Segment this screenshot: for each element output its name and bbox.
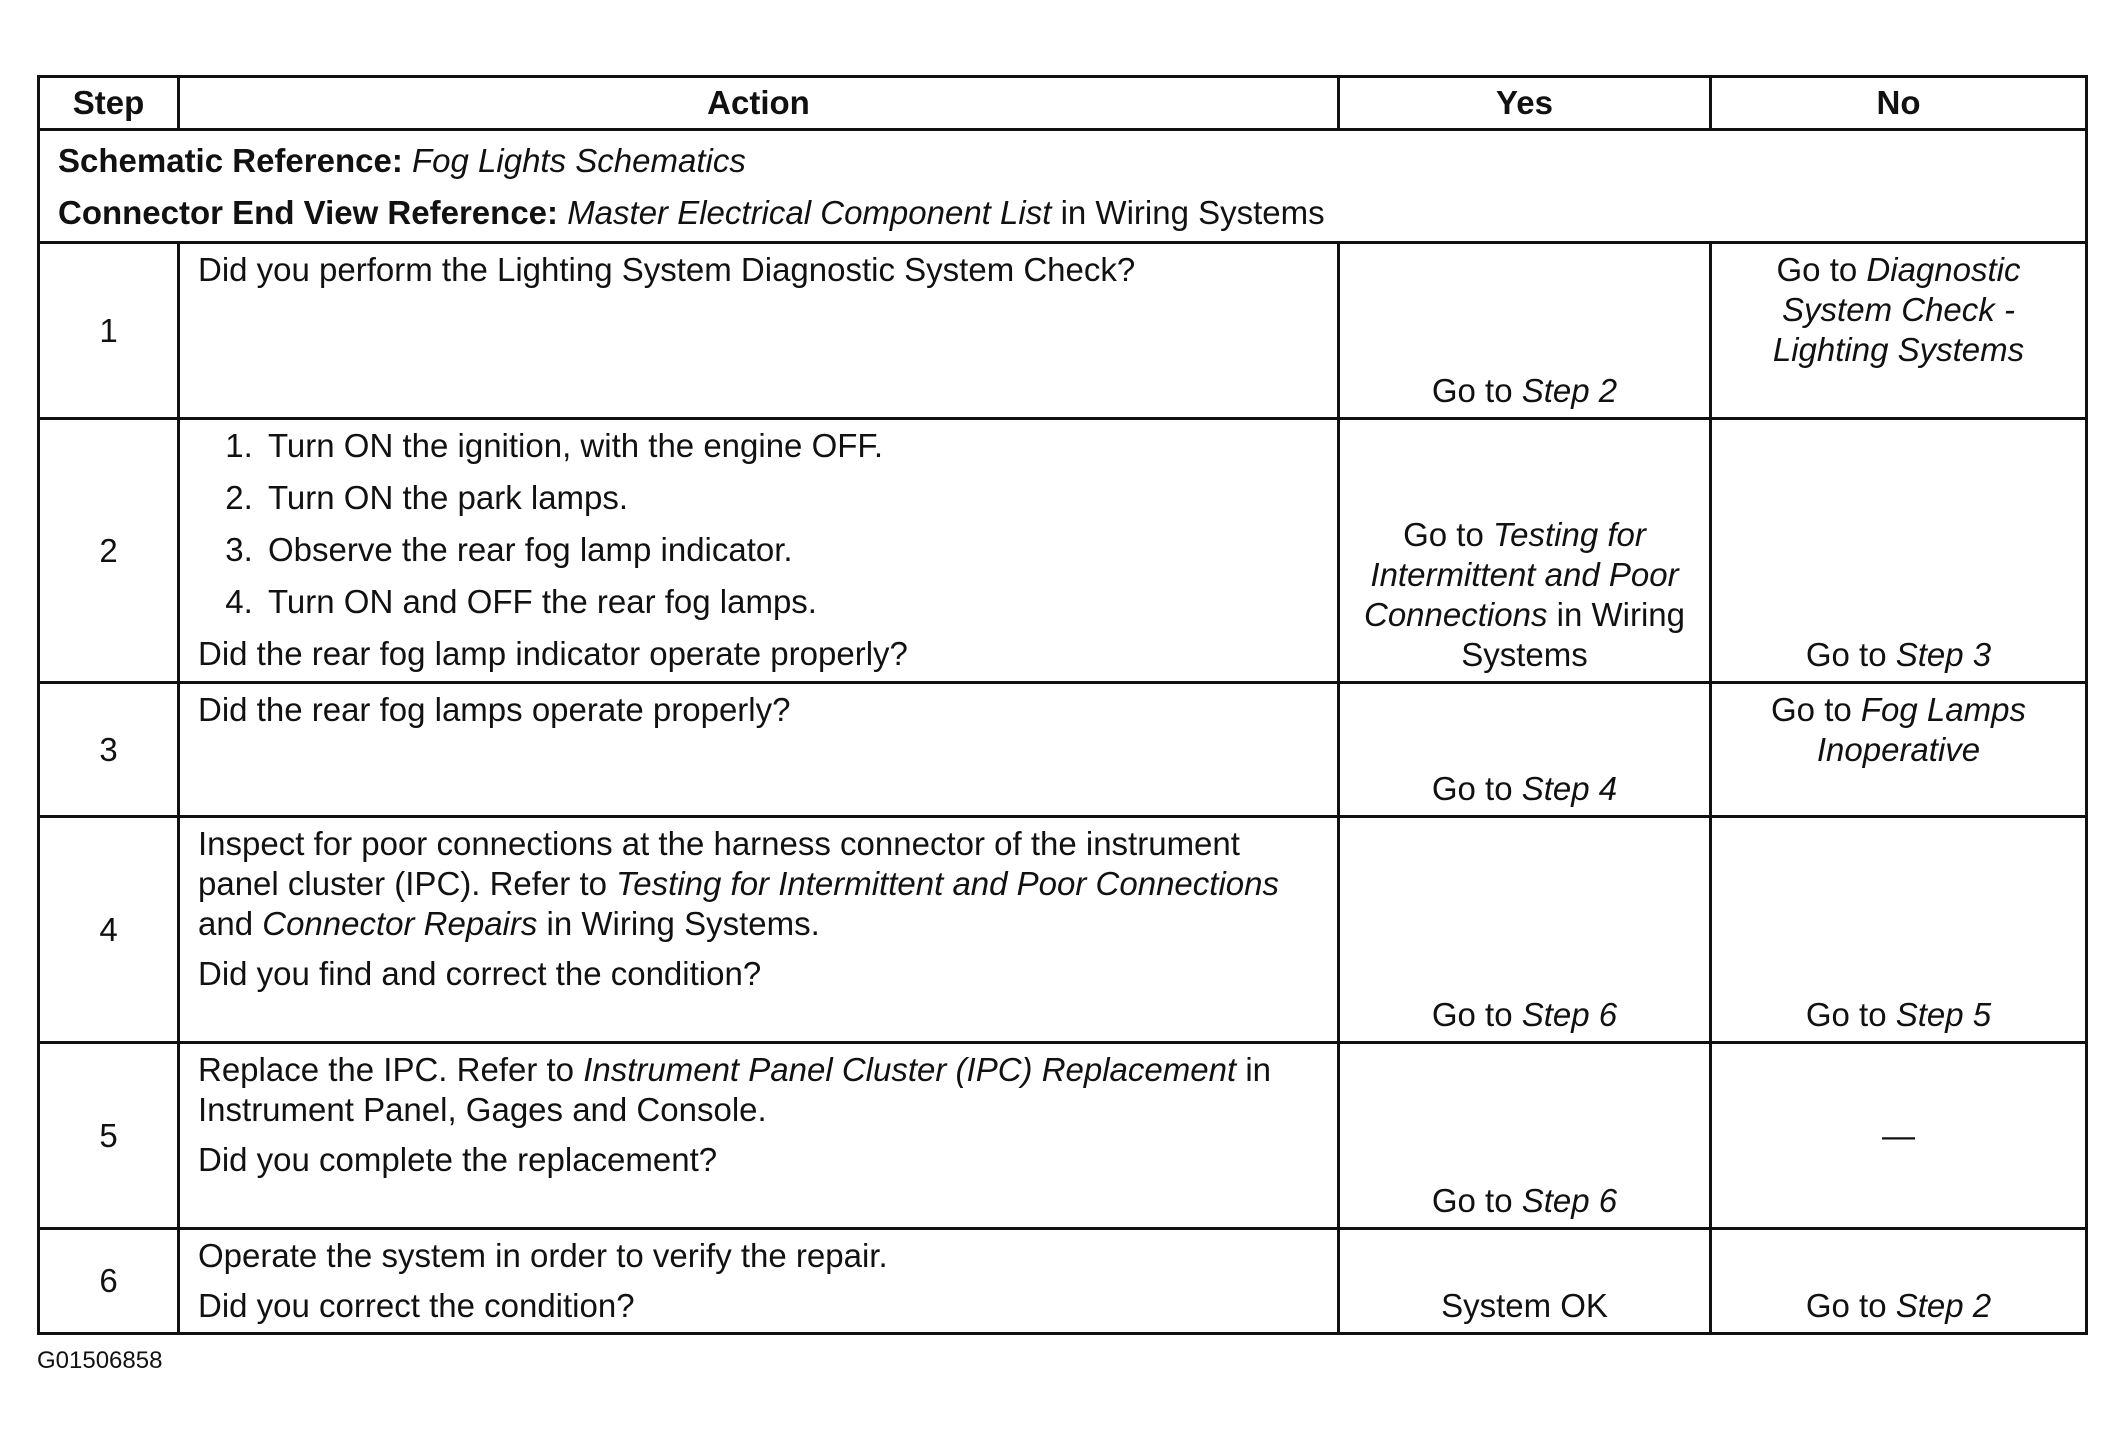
no-dash: — [1882, 1116, 1915, 1154]
step-question: Did you correct the condition? [198, 1287, 635, 1324]
step-number: 1 [39, 243, 179, 419]
header-action: Action [179, 77, 1339, 130]
instruction-text: and [198, 905, 254, 942]
yes-cell [1339, 243, 1711, 419]
no-prefix: Go to [1805, 636, 1887, 673]
instruction-text: Inspect for poor connections at the harness connector of the instrument panel cluster (IPC). Refer to [198, 825, 1240, 902]
substep-item: 3. Observe the rear fog lamp indicator. [262, 530, 1319, 570]
step-question: Did you perform the Lighting System Diagnostic System Check? [198, 251, 1136, 288]
schematic-reference-label: Schematic Reference: [58, 142, 403, 179]
instruction-text: in Wiring Systems. [546, 905, 820, 942]
table-row [39, 683, 2087, 817]
figure-id: G01506858 [37, 1347, 163, 1374]
instruction-link[interactable]: Connector Repairs [262, 905, 538, 942]
no-link[interactable]: Diagnostic System Check - Lighting Systems [1772, 251, 2025, 368]
no-cell [1711, 243, 2087, 419]
header-no: No [1711, 77, 2087, 130]
table-row [39, 1043, 2087, 1229]
schematic-reference [58, 135, 2067, 187]
action-cell [179, 243, 1339, 419]
yes-cell [1339, 1043, 1711, 1229]
table-row [39, 243, 2087, 419]
yes-cell [1339, 1229, 1711, 1334]
step-number: 2 [39, 419, 179, 683]
header-yes: Yes [1339, 77, 1711, 130]
no-prefix: Go to [1771, 691, 1852, 728]
table-row [39, 419, 2087, 683]
yes-link[interactable]: Step 4 [1521, 770, 1618, 807]
step-question: Did the rear fog lamp indicator operate properly? [198, 635, 908, 672]
instruction-text: Replace the IPC. Refer to [198, 1051, 575, 1088]
step-number: 3 [39, 683, 179, 817]
reference-row [39, 130, 2087, 243]
table-row [39, 817, 2087, 1043]
yes-cell [1339, 817, 1711, 1043]
substep-item: 2. Turn ON the park lamps. [262, 478, 1319, 518]
step-question: Did you find and correct the condition? [198, 955, 762, 992]
step-instruction [198, 1050, 1319, 1130]
no-cell [1711, 419, 2087, 683]
yes-cell [1339, 683, 1711, 817]
no-cell [1711, 1229, 2087, 1334]
yes-link[interactable]: Step 6 [1521, 996, 1618, 1033]
no-prefix: Go to [1805, 996, 1887, 1033]
instruction-text: in Instrument Panel, Gages and Console. [198, 1051, 1271, 1128]
action-cell [179, 683, 1339, 817]
yes-link[interactable]: Step 2 [1521, 372, 1618, 409]
header-step: Step [39, 77, 179, 130]
step-question: Did the rear fog lamps operate properly? [198, 691, 791, 728]
yes-link[interactable]: Testing for Intermittent and Poor Connections [1364, 516, 1679, 633]
table-row [39, 1229, 2087, 1334]
connector-reference-link[interactable]: Master Electrical Component List [567, 194, 1052, 231]
diagnostic-table-container [37, 75, 2085, 1335]
action-cell [179, 419, 1339, 683]
no-link[interactable]: Step 2 [1895, 1287, 1992, 1324]
no-cell [1711, 817, 2087, 1043]
yes-prefix: Go to [1431, 372, 1513, 409]
step-number: 5 [39, 1043, 179, 1229]
step-instruction: Operate the system in order to verify the repair. [198, 1237, 888, 1274]
step-number: 4 [39, 817, 179, 1043]
yes-prefix: Go to [1431, 770, 1513, 807]
no-prefix: Go to [1776, 251, 1858, 288]
action-cell [179, 1229, 1339, 1334]
no-link[interactable]: Fog Lamps Inoperative [1816, 691, 2026, 768]
action-cell [179, 817, 1339, 1043]
no-link[interactable]: Step 3 [1895, 636, 1992, 673]
substep-item: 4. Turn ON and OFF the rear fog lamps. [262, 582, 1319, 622]
substep-list [198, 426, 1319, 622]
connector-reference-label: Connector End View Reference: [58, 194, 559, 231]
no-link[interactable]: Step 5 [1895, 996, 1992, 1033]
connector-reference-suffix: in Wiring Systems [1060, 194, 1325, 231]
action-cell [179, 1043, 1339, 1229]
substep-item: 1. Turn ON the ignition, with the engine OFF. [262, 426, 1319, 466]
yes-prefix: Go to [1403, 516, 1484, 553]
yes-text: System OK [1441, 1287, 1608, 1324]
instruction-link[interactable]: Testing for Intermittent and Poor Connections [616, 865, 1279, 902]
step-number: 6 [39, 1229, 179, 1334]
yes-suffix: in Wiring Systems [1461, 596, 1685, 673]
yes-prefix: Go to [1431, 1182, 1513, 1219]
reference-cell [39, 130, 2087, 243]
header-row [39, 77, 2087, 130]
schematic-reference-link[interactable]: Fog Lights Schematics [412, 142, 746, 179]
no-cell [1711, 1043, 2087, 1229]
yes-cell [1339, 419, 1711, 683]
step-question: Did you complete the replacement? [198, 1141, 718, 1178]
yes-link[interactable]: Step 6 [1521, 1182, 1618, 1219]
diagnostic-table [37, 75, 2088, 1335]
yes-prefix: Go to [1431, 996, 1513, 1033]
step-instruction [198, 824, 1319, 944]
connector-reference [58, 187, 2067, 239]
no-prefix: Go to [1805, 1287, 1887, 1324]
instruction-link[interactable]: Instrument Panel Cluster (IPC) Replacement [583, 1051, 1237, 1088]
no-cell [1711, 683, 2087, 817]
